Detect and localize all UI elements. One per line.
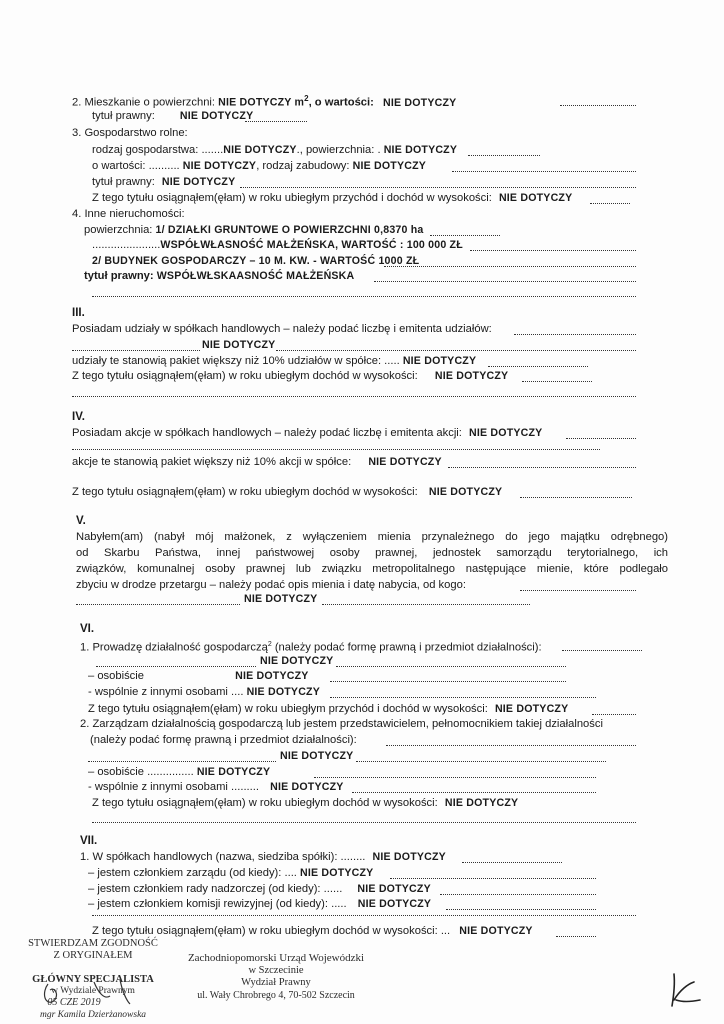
- value: NIE DOTYCZY: [357, 883, 431, 895]
- value: NIE DOTYCZY: [434, 370, 509, 382]
- dotted-fill: [352, 792, 596, 793]
- dotted-fill: [330, 697, 596, 698]
- label: 1. Prowadzę działalność gospodarczą: [80, 641, 268, 654]
- dotted-fill: [245, 121, 307, 122]
- shares-packet-line: [72, 354, 476, 368]
- value: NIE DOTYCZY: [383, 144, 458, 156]
- label: – osobiście: [88, 670, 144, 682]
- dotted-fill: [522, 381, 592, 382]
- business-income-line: [88, 702, 568, 716]
- board-member-line: [88, 866, 373, 880]
- superscript: 2: [267, 641, 272, 648]
- dotted-fill: [322, 604, 530, 605]
- dotted-fill: [592, 714, 636, 715]
- label: tytuł prawny:: [92, 110, 155, 122]
- dotted-fill: [336, 666, 566, 667]
- companies-line: [80, 850, 446, 864]
- label: 2. Mieszkanie o powierzchni:: [72, 96, 216, 109]
- label: tytuł prawny:: [84, 270, 154, 282]
- value: NIE DOTYCZY: [244, 593, 318, 605]
- dotted-fill: [88, 761, 276, 762]
- label: akcje te stanowią pakiet większy niż 10% akcji w spółce:: [72, 456, 352, 468]
- label: o wartości: ..........: [92, 160, 180, 172]
- stamp-line: Wydział Prawny: [241, 977, 311, 988]
- label: tytuł prawny:: [92, 176, 155, 188]
- stocks-packet-line: [72, 455, 442, 469]
- dotted-fill: [488, 366, 588, 367]
- companies-income-line: [92, 924, 533, 938]
- label: udziały te stanowią pakiet większy niż 10% udziałów w spółce: .....: [72, 355, 400, 367]
- dotted-fill: [72, 396, 636, 397]
- dotted-fill: [430, 235, 500, 236]
- label: – jestem członkiem rady nadzorczej (od kiedy): ......: [88, 883, 343, 895]
- stamp-line: w Wydziale Prawnym: [51, 986, 135, 996]
- shares-income-line: [72, 369, 508, 383]
- section-iii-heading: III.: [72, 307, 85, 319]
- label: - wspólnie z innymi osobami .........: [88, 781, 259, 793]
- acquisition-paragraph-line: związków, komunalnej osoby prawnej lub związku metropolitalnego następujące mienie, które podlegało: [76, 563, 668, 575]
- value: NIE DOTYCZY: [444, 797, 519, 809]
- value: NIE DOTYCZY: [428, 486, 503, 498]
- label: Z tego tytułu osiągnąłem(ęłam) w roku ubiegłym dochód w wysokości:: [72, 370, 418, 382]
- business-personal-line: [88, 669, 309, 683]
- label: - wspólnie z innymi osobami ....: [88, 686, 244, 698]
- label: Z tego tytułu osiągnąłem(ęłam) w roku ubiegłym dochód w wysokości:: [92, 797, 438, 809]
- value: NIE DOTYCZY: [280, 750, 354, 762]
- label: Z tego tytułu osiągnąłem(ęłam) w roku ubiegłym przychód i dochód w wysokości:: [88, 703, 488, 715]
- farm-type-line: [92, 143, 457, 157]
- stocks-line: [72, 426, 542, 440]
- value: NIE DOTYCZY: [494, 703, 569, 715]
- other-property-building-line: [92, 254, 419, 268]
- value: NIE DOTYCZY: [382, 96, 457, 109]
- other-property-heading: 4. Inne nieruchomości:: [72, 208, 185, 220]
- initials-signature-icon: [664, 970, 704, 1010]
- dotted-fill: [520, 590, 636, 591]
- value: NIE DOTYCZY: [469, 427, 543, 439]
- value: NIE DOTYCZY: [402, 355, 477, 367]
- dotted-fill: [440, 894, 596, 895]
- label: – jestem członkiem komisji rewizyjnej (od kiedy): .....: [88, 898, 347, 910]
- value: NIE DOTYCZY: [300, 867, 374, 879]
- dotted-fill: [462, 862, 562, 863]
- acquisition-paragraph-line: zbyciu w drodze przetargu – należy podać opis mienia i datę nabycia, od kogo:: [76, 579, 466, 591]
- management-form-line: (należy podać formę prawną i przedmiot działalności):: [90, 734, 357, 746]
- label: 1. W spółkach handlowych (nazwa, siedziba spółki): ........: [80, 851, 366, 863]
- management-joint-line: [88, 780, 344, 794]
- label: (należy podać formę prawną i przedmiot działalności):: [271, 641, 542, 654]
- dotted-fill: [390, 878, 596, 879]
- shares-value-line: [202, 338, 275, 352]
- dotted-fill: [448, 467, 636, 468]
- management-personal-line: [88, 765, 270, 779]
- dotted-fill: [560, 105, 636, 106]
- specialist-signature-icon: [34, 978, 154, 1012]
- value: NIE DOTYCZY: [368, 456, 442, 468]
- label: , rodzaj zabudowy:: [256, 160, 350, 172]
- label: powierzchnia:: [84, 224, 153, 236]
- value: NIE DOTYCZY: [260, 655, 334, 667]
- dotted-fill: [468, 155, 540, 156]
- dotted-fill: [452, 171, 636, 172]
- label: Z tego tytułu osiągnąłem(ęłam) w roku ubiegłym dochód w wysokości:: [72, 486, 418, 498]
- section-vi-heading: VI.: [80, 623, 95, 635]
- section-vii-heading: VII.: [80, 835, 98, 847]
- value: WSPÓŁWŁSKAASNOŚĆ MAŁŻEŃSKA: [156, 270, 355, 282]
- dotted-fill: [96, 666, 256, 667]
- dotted-fill: [76, 604, 240, 605]
- acquisition-value-line: [244, 592, 317, 606]
- dotted-fill: [446, 909, 596, 910]
- superscript: 2: [304, 94, 309, 103]
- dotted-fill: [566, 438, 636, 439]
- dotted-fill: [92, 296, 636, 297]
- farm-heading: 3. Gospodarstwo rolne:: [72, 127, 188, 139]
- other-property-ownership-line: [92, 238, 463, 252]
- business-joint-line: [88, 685, 320, 699]
- dotted-fill: [384, 266, 636, 267]
- dotted-fill: [92, 822, 636, 823]
- dotted-fill: [386, 745, 636, 746]
- value: NIE DOTYCZY: [179, 110, 254, 122]
- business-line: [80, 638, 542, 655]
- label: , o wartości:: [308, 96, 374, 109]
- label: rodzaj gospodarstwa: .......: [92, 144, 224, 156]
- dotted-fill: [330, 681, 566, 682]
- stamp-line: STWIERDZAM ZGODNOŚĆ: [28, 938, 158, 949]
- dotted-fill: [276, 350, 636, 351]
- acquisition-paragraph-line: Nabyłem(am) (nabył mój małżonek, z wyłączeniem mienia przynależnego do jego majątku odrębnego): [76, 531, 668, 543]
- value: NIE DOTYCZY m: [218, 96, 305, 109]
- apartment-line: [72, 92, 456, 110]
- farm-value-line: [92, 159, 426, 173]
- other-property-area-line: [84, 223, 424, 237]
- value: NIE DOTYCZY: [246, 686, 320, 698]
- section-v-heading: V.: [76, 515, 86, 527]
- label: ......................: [92, 239, 161, 251]
- label: – osobiście ...............: [88, 766, 194, 778]
- management-value-line: [280, 749, 353, 763]
- dotted-fill: [240, 187, 636, 188]
- label: Z tego tytułu osiągnąłem(ęłam) w roku ubiegłym przychód i dochód w wysokości:: [92, 192, 492, 204]
- stamp-line: mgr Kamila Dzierżanowska: [39, 1010, 147, 1020]
- stamp-line: w Szczecinie: [248, 965, 304, 976]
- stamp-line: Z ORYGINAŁEM: [53, 950, 133, 961]
- value: 1/ DZIAŁKI GRUNTOWE O POWIERZCHNI 0,8370 ha: [155, 224, 424, 236]
- value: NIE DOTYCZY: [182, 160, 257, 172]
- office-stamp: [186, 952, 366, 1002]
- label: Posiadam akcje w spółkach handlowych – należy podać liczbę i emitenta akcji:: [72, 427, 462, 439]
- other-property-title-line: [84, 269, 354, 283]
- dotted-fill: [72, 449, 600, 450]
- value: NIE DOTYCZY: [223, 144, 297, 156]
- audit-committee-line: [88, 897, 431, 911]
- value: NIE DOTYCZY: [235, 670, 309, 682]
- value: 2/ BUDYNEK GOSPODARCZY – 10 M. KW. - WARTOŚĆ 1000 ZŁ: [92, 255, 420, 267]
- value: NIE DOTYCZY: [202, 339, 276, 351]
- stocks-income-line: [72, 485, 502, 499]
- value: NIE DOTYCZY: [372, 851, 446, 863]
- value: NIE DOTYCZY: [161, 176, 236, 188]
- dotted-fill: [470, 250, 636, 251]
- stamp-line: GŁÓWNY SPECJALISTA: [32, 974, 154, 985]
- value: NIE DOTYCZY: [357, 898, 432, 910]
- acquisition-paragraph-line: od Skarbu Państwa, innej państwowej osoby prawnej, jednostek samorządu terytorialnego, ich: [76, 547, 668, 559]
- farm-income-line: [92, 191, 572, 205]
- value: NIE DOTYCZY: [270, 781, 344, 793]
- label: Z tego tytułu osiągnąłem(ęłam) w roku ubiegłym dochód w wysokości: ...: [92, 925, 451, 937]
- stamp-line: Zachodniopomorski Urząd Wojewódzki: [187, 952, 365, 964]
- supervisory-board-line: [88, 882, 431, 896]
- dotted-fill: [374, 281, 636, 282]
- value: NIE DOTYCZY: [196, 766, 271, 778]
- dotted-fill: [556, 936, 596, 937]
- dotted-fill: [72, 350, 200, 351]
- apartment-title-line: [92, 109, 253, 123]
- dotted-fill: [356, 761, 606, 762]
- certification-stamp: [24, 938, 162, 962]
- dotted-fill: [514, 334, 636, 335]
- shares-line: Posiadam udziały w spółkach handlowych – należy podać liczbę i emitenta udziałów:: [72, 323, 492, 335]
- label: – jestem członkiem zarządu (od kiedy): ....: [88, 867, 297, 879]
- dotted-fill: [520, 497, 632, 498]
- business-value-line: [260, 654, 333, 668]
- stamp-date: 05 CZE 2019: [47, 997, 101, 1008]
- management-income-line: [92, 796, 518, 810]
- stamp-line: ul. Wały Chrobrego 4, 70-502 Szczecin: [197, 990, 355, 1001]
- section-iv-heading: IV.: [72, 411, 86, 423]
- value: WSPÓŁWŁASNOŚĆ MAŁŻEŃSKA, WARTOŚĆ : 100 000 ZŁ: [160, 239, 463, 251]
- dotted-fill: [590, 203, 630, 204]
- dotted-fill: [562, 650, 642, 651]
- value: NIE DOTYCZY: [459, 925, 533, 937]
- management-line: 2. Zarządzam działalnością gospodarczą lub jestem przedstawicielem, pełnomocnikiem takiej działalności: [80, 718, 603, 730]
- farm-title-line: [92, 175, 235, 189]
- dotted-fill: [92, 915, 636, 916]
- value: NIE DOTYCZY: [498, 192, 573, 204]
- value: NIE DOTYCZY: [352, 160, 427, 172]
- label: ., powierzchnia: .: [296, 144, 381, 156]
- dotted-fill: [314, 777, 596, 778]
